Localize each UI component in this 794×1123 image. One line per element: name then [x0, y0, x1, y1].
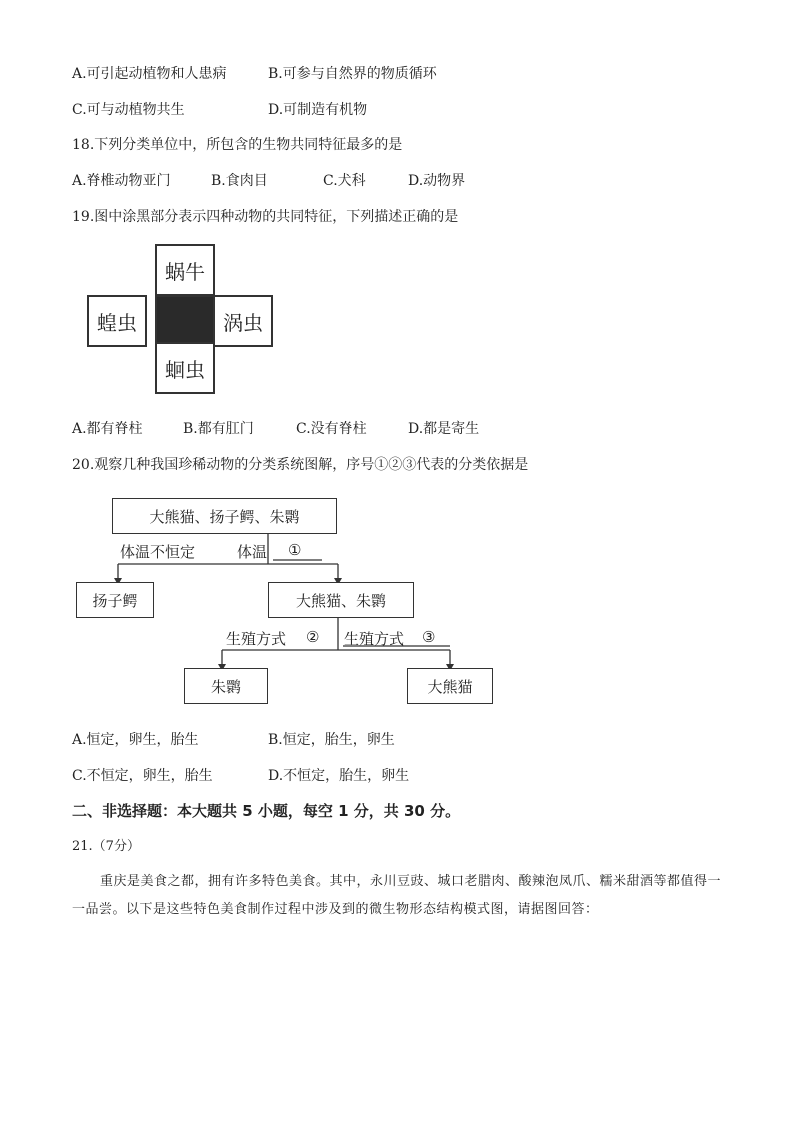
tree-root-node: 大熊猫、扬子鳄、朱鹮 [112, 498, 337, 534]
q21-number: 21.（7分） [72, 839, 140, 854]
tree-leaf-panda: 大熊猫 [407, 668, 493, 704]
cross-left-locust: 蝗虫 [87, 295, 147, 347]
q18-option-b: B.食肉目 [211, 173, 268, 189]
q20-option-b: B.恒定，胎生，卵生 [268, 732, 395, 748]
q17-option-c: C.可与动植物共生 [72, 102, 185, 118]
q20-option-d: D.不恒定，胎生，卵生 [268, 768, 410, 784]
tree-label-temp-not-constant: 体温不恒定 [120, 543, 196, 561]
q18-option-c: C.犬科 [323, 173, 366, 189]
tree-label-temp: 体温 [237, 543, 268, 561]
cross-right-planarian: 涡虫 [213, 295, 273, 347]
tree-leaf-ibis: 朱鹮 [184, 668, 268, 704]
q19-option-a: A.都有脊柱 [72, 421, 143, 437]
q20-option-a: A.恒定，卵生，胎生 [72, 732, 199, 748]
q17-option-a: A.可引起动植物和人患病 [72, 66, 227, 82]
tree-node-panda-ibis: 大熊猫、朱鹮 [268, 582, 414, 618]
tree-mark-3: ③ [422, 628, 436, 646]
tree-mark-2: ② [306, 628, 320, 646]
q19-option-b: B.都有肛门 [183, 421, 254, 437]
q18-option-d: D.动物界 [408, 173, 466, 189]
q19-option-c: C.没有脊柱 [296, 421, 367, 437]
q18-option-a: A.脊椎动物亚门 [72, 173, 171, 189]
q19-stem: 19.图中涂黑部分表示四种动物的共同特征，下列描述正确的是 [72, 209, 459, 225]
q19-option-d: D.都是寄生 [408, 421, 480, 437]
q20-stem: 20.观察几种我国珍稀动物的分类系统图解，序号①②③代表的分类依据是 [72, 457, 529, 473]
q17-option-d: D.可制造有机物 [268, 102, 368, 118]
cross-bottom-roundworm: 蛔虫 [155, 342, 215, 394]
q21-paragraph: 重庆是美食之都，拥有许多特色美食。其中，永川豆豉、城口老腊肉、酸辣泡凤爪、糯米甜酒等都值得一一品尝。以下是这些特色美食制作过程中涉及到的微生物形态结构模式图，请据图回答： [72, 874, 722, 917]
tree-label-reproduction-left: 生殖方式 [226, 630, 287, 648]
tree-label-reproduction-right: 生殖方式 [344, 630, 405, 648]
tree-node-alligator: 扬子鳄 [76, 582, 154, 618]
tree-mark-1: ① [288, 541, 302, 559]
q17-option-b: B.可参与自然界的物质循环 [268, 66, 437, 82]
q20-option-c: C.不恒定，卵生，胎生 [72, 768, 213, 784]
q18-stem: 18.下列分类单位中，所包含的生物共同特征最多的是 [72, 137, 403, 153]
cross-center-shared [155, 295, 215, 347]
section2-heading: 二、非选择题：本大题共 5 小题，每空 1 分，共 30 分。 [72, 802, 461, 820]
classification-tree-diagram [70, 494, 510, 709]
common-feature-cross-diagram [72, 238, 282, 398]
cross-top-snail: 蜗牛 [155, 244, 215, 296]
